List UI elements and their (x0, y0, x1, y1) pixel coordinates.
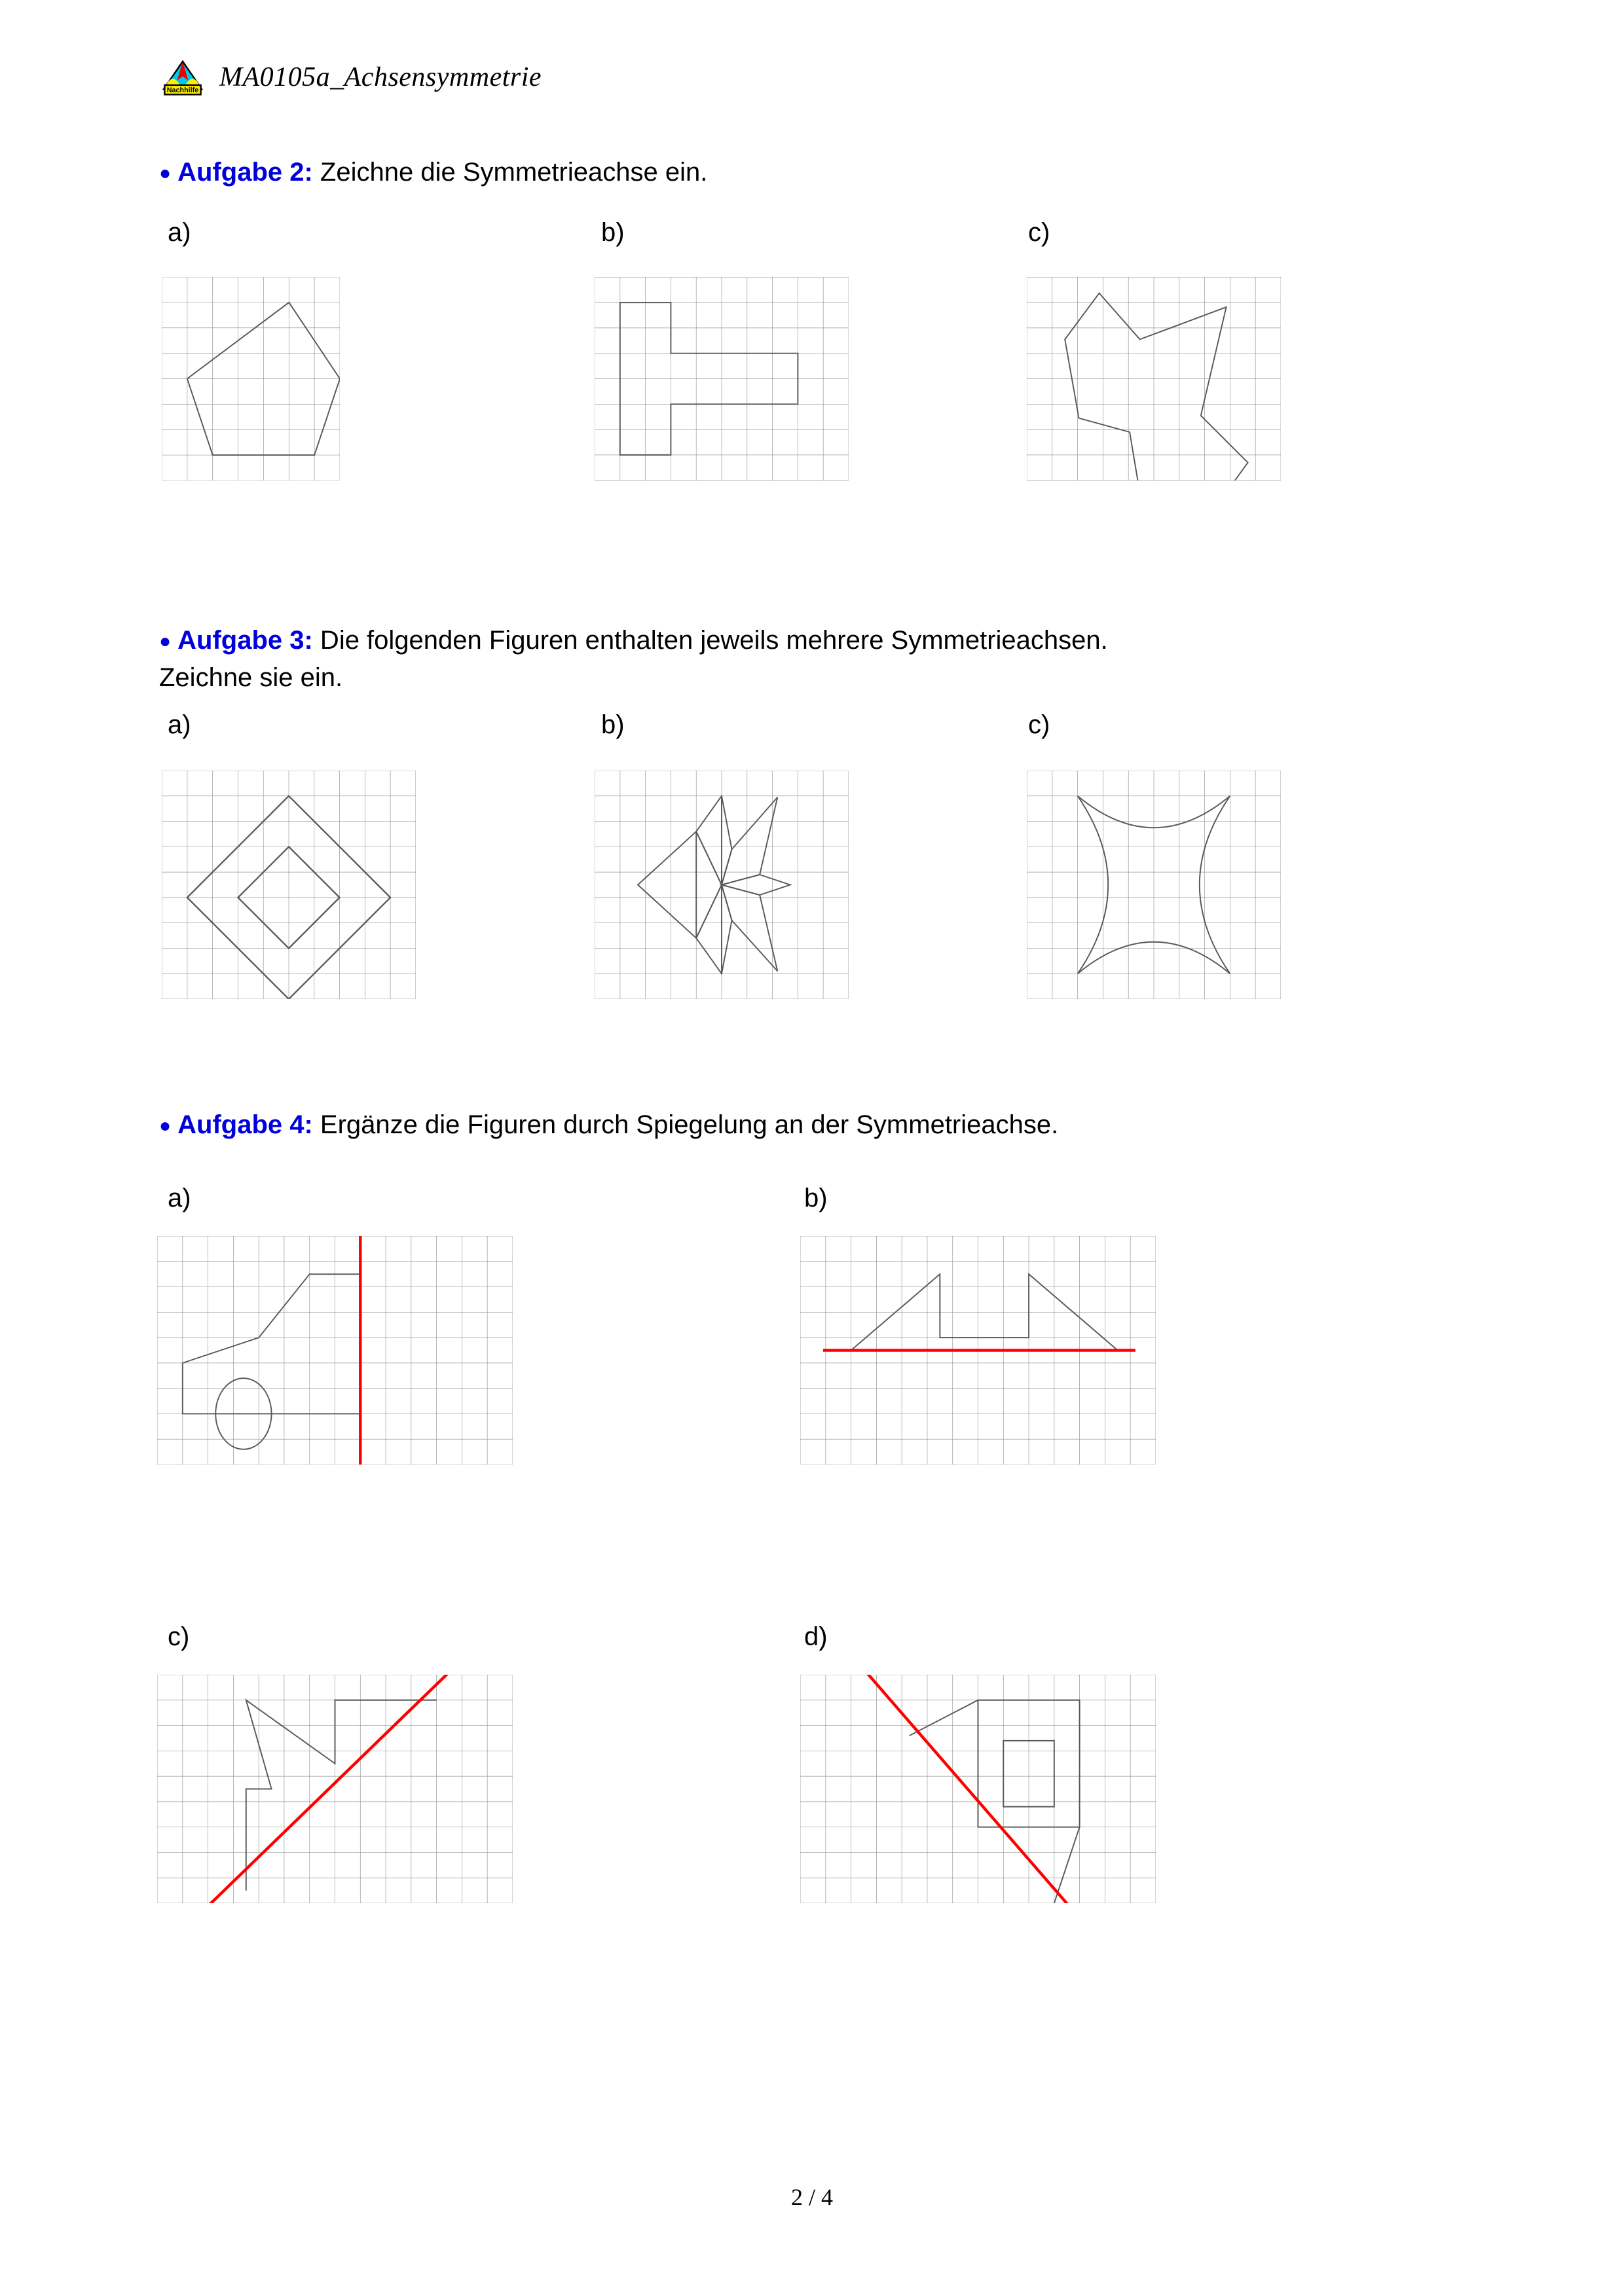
task-text-4: Ergänze die Figuren durch Spiegelung an der Symmetrieachse. (312, 1110, 1059, 1139)
car-half-shape (183, 1274, 360, 1449)
task-text-3-line2: Zeichne sie ein. (159, 663, 343, 692)
page-title: MA0105a_Achsensymmetrie (219, 62, 542, 92)
figure-3b (595, 771, 849, 999)
task-tag-4: Aufgabe 4: (177, 1110, 313, 1139)
figure-4a (157, 1236, 513, 1465)
grid-2c (1027, 277, 1281, 480)
figure-2a (162, 277, 340, 481)
sublabel-3b: b) (601, 710, 625, 739)
figure-4b (800, 1236, 1156, 1465)
task-text-2: Zeichne die Symmetrieachse ein. (312, 158, 708, 187)
grid-3c (1027, 771, 1281, 999)
task-tag-3: Aufgabe 3: (177, 626, 313, 655)
bullet-icon: ● (159, 630, 172, 653)
task-tag-2: Aufgabe 2: (177, 158, 313, 187)
task-heading-aufgabe-2 (159, 154, 1469, 191)
sublabel-2c: c) (1028, 218, 1050, 247)
sublabel-4c: c) (168, 1622, 190, 1651)
grid-4a (157, 1236, 513, 1465)
logo-label: Nachhilfe (166, 86, 199, 94)
symmetry-axis-diagonal (195, 1675, 452, 1903)
sublabel-4b: b) (804, 1184, 828, 1212)
figure-4c (157, 1675, 513, 1903)
grid-2a (162, 277, 340, 481)
figure-3c (1027, 771, 1281, 999)
zigzag-shape (246, 1700, 437, 1891)
sublabel-3c: c) (1028, 710, 1050, 739)
six-point-star (638, 796, 790, 974)
task-heading-aufgabe-3 (159, 622, 1430, 697)
figure-2c (1027, 277, 1281, 481)
page-footer: 2 / 4 (790, 2184, 833, 2210)
figure-3a (162, 771, 416, 999)
sublabel-2a: a) (168, 218, 191, 247)
task-heading-aufgabe-4 (159, 1106, 1469, 1144)
bullet-icon: ● (159, 162, 172, 185)
document-header (159, 58, 542, 97)
nachhilfe-logo-icon (159, 58, 206, 97)
sublabel-4a: a) (168, 1184, 191, 1212)
sublabel-3a: a) (168, 710, 191, 739)
symmetry-axis-diagonal (866, 1675, 1082, 1903)
bullet-icon: ● (159, 1115, 172, 1137)
sublabel-2b: b) (601, 218, 625, 247)
sublabel-4d: d) (804, 1622, 828, 1651)
irregular-polygon (1065, 293, 1247, 481)
figure-2b (595, 277, 849, 481)
grid-2b (595, 277, 849, 480)
figure-4d (800, 1675, 1156, 1903)
task-text-3: Die folgenden Figuren enthalten jeweils mehrere Symmetrieachsen. (312, 626, 1108, 655)
